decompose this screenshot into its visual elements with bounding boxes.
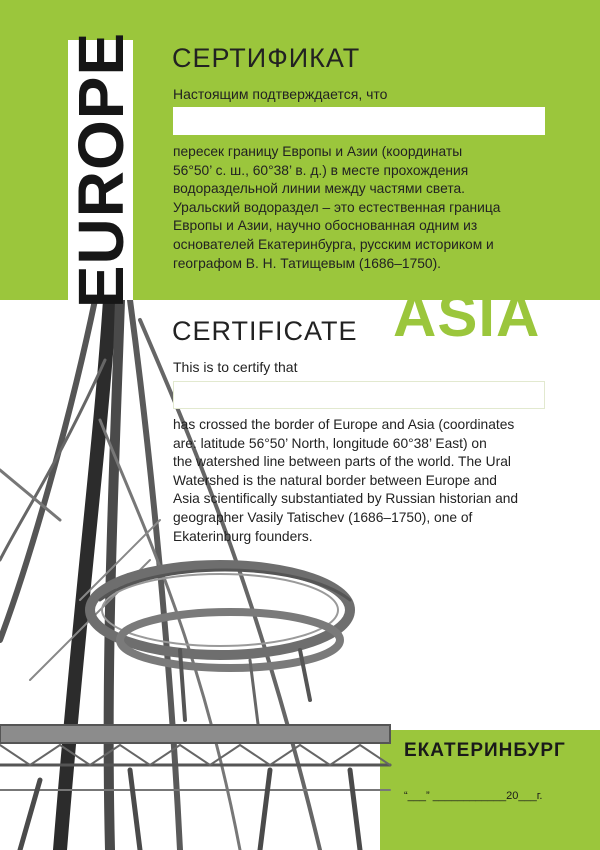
body-line-en: Watershed is the natural border between Europe and <box>173 472 497 488</box>
certificate-body-ru <box>173 143 533 273</box>
city-name: ЕКАТЕРИНБУРГ <box>404 740 566 761</box>
body-line-ru: Уральский водораздел – это естественная граница <box>173 199 501 215</box>
certificate-title-en: CERTIFICATE <box>172 316 358 346</box>
body-line-en: the watershed line between parts of the world. The Ural <box>173 454 511 470</box>
body-line-en: are: latitude 56°50’ North, longitude 60°38’ East) on <box>173 435 487 451</box>
body-line-ru: основателей Екатеринбурга, русским историком и <box>173 236 494 252</box>
certify-lead-ru: Настоящим подтверждается, что <box>173 86 388 102</box>
body-line-ru: Европы и Азии, научно обоснованная одним из <box>173 218 478 234</box>
body-line-en: Ekaterinburg founders. <box>173 528 313 544</box>
europe-vertical-label: EUROPE <box>65 31 137 309</box>
body-line-ru: географом В. Н. Татищевым (1686–1750). <box>173 255 442 271</box>
body-line-en: geographer Vasily Tatischev (1686–1750), one of <box>173 509 473 525</box>
body-line-ru: пересек границу Европы и Азии (координаты <box>173 144 463 159</box>
body-line-ru: водораздельной линии между частями света. <box>173 181 465 197</box>
date-field[interactable]: “___” ____________20___г. <box>404 790 543 802</box>
name-field-en[interactable] <box>173 381 545 409</box>
body-line-ru: 56°50’ с. ш., 60°38’ в. д.) в месте прохождения <box>173 162 469 178</box>
certify-lead-en: This is to certify that <box>173 359 298 375</box>
name-field-ru[interactable] <box>173 107 545 135</box>
body-line-en: has crossed the border of Europe and Asia (coordinates <box>173 417 515 432</box>
certificate-title-ru: СЕРТИФИКАТ <box>172 43 361 73</box>
asia-accent-label: ASIA <box>393 282 541 349</box>
body-line-en: Asia scientifically substantiated by Russian historian and <box>173 491 519 507</box>
certificate-body-en <box>173 416 545 546</box>
